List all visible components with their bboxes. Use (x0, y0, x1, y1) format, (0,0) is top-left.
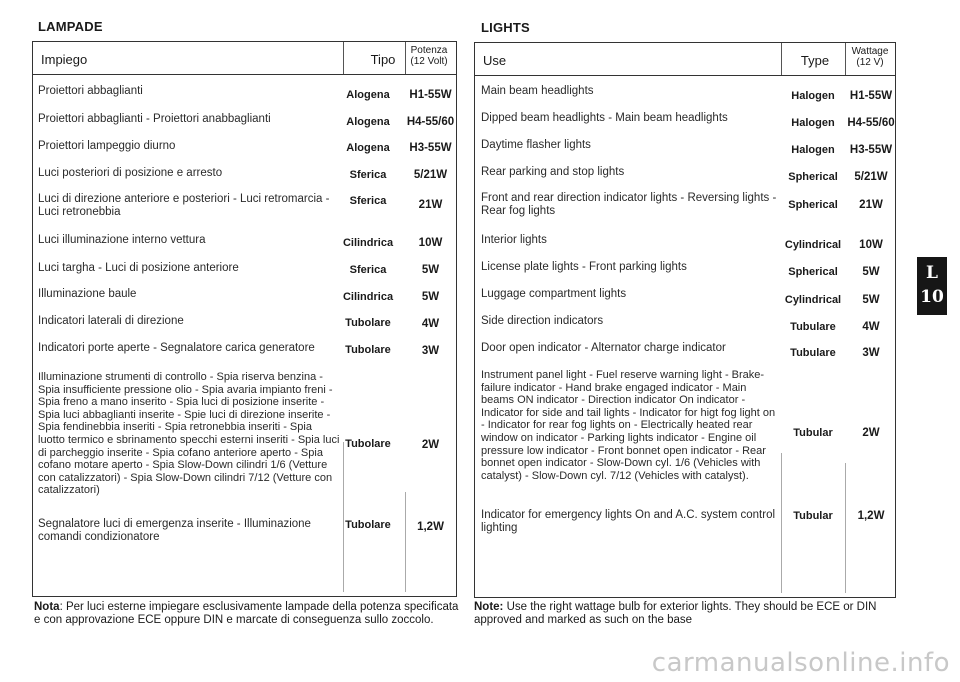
divider (343, 42, 344, 74)
right-row-type: Spherical (788, 171, 838, 183)
left-row-type: Cilindrica (342, 291, 394, 303)
left-row-desc: Luci di direzione anteriore e posteriori - Luci retromarcia - Luci retronebbia (38, 193, 330, 218)
right-row-desc: Main beam headlights (481, 85, 594, 97)
right-col-use: Use (483, 53, 507, 68)
left-row-desc: Luci posteriori di posizione e arresto (38, 167, 223, 179)
right-row-desc: Side direction indicators (481, 315, 604, 327)
right-table-header (475, 43, 895, 76)
left-table-header (33, 42, 456, 75)
right-row-watt: 1,2W (857, 510, 885, 522)
left-col-type: Tipo (370, 52, 396, 67)
left-row-watt: 1,2W (417, 521, 444, 533)
left-row-desc: Proiettori abbaglianti (38, 85, 143, 97)
divider (845, 43, 846, 75)
left-row-watt: H4-55/60 (406, 116, 455, 128)
watermark: carmanualsonline.info (651, 648, 950, 678)
right-table (474, 42, 896, 598)
right-row-watt: 5/21W (854, 171, 888, 183)
left-row-desc: Segnalatore luci di emergenza inserite - Illuminazione comandi condizionatore (38, 518, 311, 543)
right-row-desc: Daytime flasher lights (481, 139, 591, 151)
right-row-desc: Luggage compartment lights (481, 288, 627, 300)
right-note (474, 601, 899, 627)
left-note-label: Nota (34, 601, 60, 613)
left-row-type: Tubolare (345, 344, 391, 356)
left-row-watt: 21W (418, 199, 443, 211)
left-col-watt-unit: (12 Volt) (410, 56, 448, 67)
left-row-watt: H1-55W (409, 89, 452, 101)
right-col-watt-label: Wattage (851, 46, 889, 57)
left-row-desc: Illuminazione strumenti di controllo - Spia riserva benzina - Spia insufficiente pressione olio - Spia avaria impianto freni - Spia freno a mano inserito - Spia luci di posizione inserite - Spia luci abbaglianti inserite - Spie luci di direzione inserite - Spia fendinebbia inseriti - Spia retronebbia inseriti - Spia luotto termico e sbrinamento specchi esterni inseriti - Spia luci di parcheggio inserite - Spia cofano anteriore aperto - Spia cofano motare aperto - Spia Slow-Down cilindri 1/6 (Vetture con catalizzatori) - Spia Slow-Down cilindri 7/12 (Vetture con catalizzatori) (38, 371, 340, 497)
right-row-desc: Instrument panel light - Fuel reserve warning light - Brake-failure indicator - Hand brake engaged indicator - Main beams ON indicator - Direction indicator On indicator - Indicator for side and tail lights - Indicator for higt fog light on - Indicator for rear fog lights on - Electrically heated rear window on indicator - Parking lights indicator - Engine oil pressure low indicator - Front bonnet open indicator - Rear bonnet open indicator - Slow-Down cyl. 1/6 (Vehicles with catalyst) - Slow-Down cyl. 7/12 (Vehicles with catalyst). (481, 369, 776, 482)
left-row-desc: Indicatori porte aperte - Segnalatore carica generatore (38, 342, 315, 354)
right-row-desc: Interior lights (481, 234, 547, 246)
left-row-watt: 4W (421, 318, 440, 330)
right-col-watt (845, 46, 895, 68)
right-row-desc: Dipped beam headlights - Main beam headlights (481, 112, 728, 124)
left-row-type: Tubolare (345, 317, 391, 329)
right-row-desc: Rear parking and stop lights (481, 166, 625, 178)
divider (845, 463, 846, 593)
divider (343, 442, 344, 592)
left-row-type: Cilindrica (342, 237, 394, 249)
right-row-watt: 4W (862, 321, 880, 333)
section-tab-number: 10 (920, 287, 944, 307)
left-row-desc: Proiettori abbaglianti - Proiettori anabbaglianti (38, 113, 271, 125)
right-row-type: Halogen (791, 144, 835, 156)
left-row-type: Alogena (346, 142, 390, 154)
right-row-type: Spherical (788, 199, 838, 211)
right-row-watt: 5W (862, 294, 880, 306)
right-col-type: Type (800, 53, 830, 68)
left-col-watt (403, 45, 455, 67)
left-row-watt: H3-55W (409, 142, 452, 154)
right-row-watt: 3W (862, 347, 880, 359)
left-row-watt: 5/21W (413, 169, 448, 181)
left-row-desc: Indicatori laterali di direzione (38, 315, 184, 327)
right-row-watt: 10W (859, 239, 883, 251)
left-row-watt: 5W (421, 291, 440, 303)
left-table (32, 41, 457, 597)
left-row-type: Sferica (349, 264, 387, 276)
right-col-watt-unit: (12 V) (856, 57, 884, 68)
right-row-desc: Indicator for emergency lights On and A.C. system control lighting (481, 509, 776, 534)
right-heading: LIGHTS (481, 20, 530, 35)
left-heading: LAMPADE (38, 19, 103, 34)
left-row-type: Tubolare (345, 519, 391, 531)
right-row-watt: 5W (862, 266, 880, 278)
right-row-type: Tubulare (790, 321, 836, 333)
section-tab (917, 257, 947, 315)
left-row-type: Sferica (349, 169, 387, 181)
left-row-desc: Luci targha - Luci di posizione anteriore (38, 262, 239, 274)
section-tab-letter: L (926, 263, 938, 283)
right-row-type: Spherical (788, 266, 838, 278)
left-row-watt: 5W (421, 264, 440, 276)
right-row-type: Halogen (791, 90, 835, 102)
right-row-type: Tubulare (790, 347, 836, 359)
divider (405, 492, 406, 592)
left-col-watt-label: Potenza (410, 45, 448, 56)
right-row-watt: H4-55/60 (847, 117, 895, 129)
right-row-type: Halogen (791, 117, 835, 129)
right-row-watt: 21W (859, 199, 883, 211)
left-row-type: Tubolare (345, 438, 391, 450)
right-row-watt: H3-55W (849, 144, 893, 156)
right-row-type: Tubular (793, 510, 833, 522)
left-row-watt: 2W (421, 439, 440, 451)
right-row-type: Cylindrical (784, 239, 842, 251)
right-row-desc: License plate lights - Front parking lights (481, 261, 687, 273)
left-row-desc: Proiettori lampeggio diurno (38, 140, 176, 152)
divider (781, 43, 782, 75)
divider (781, 453, 782, 593)
left-row-watt: 3W (421, 345, 440, 357)
right-row-watt: H1-55W (849, 90, 893, 102)
left-row-type: Alogena (346, 89, 390, 101)
right-note-text: Use the right wattage bulb for exterior lights. They should be ECE or DIN approved and marked as such on the base (474, 601, 877, 626)
left-row-type: Sferica (349, 195, 387, 207)
left-row-desc: Luci illuminazione interno vettura (38, 234, 206, 246)
right-row-type: Cylindrical (784, 294, 842, 306)
right-row-type: Tubular (793, 427, 833, 439)
divider (405, 42, 406, 74)
left-row-type: Alogena (346, 116, 390, 128)
right-row-desc: Front and rear direction indicator lights - Reversing lights - Rear fog lights (481, 192, 777, 217)
left-note-text: : Per luci esterne impiegare esclusivamente lampade della potenza specificata e con approvazione ECE oppure DIN e marcate di conseguenza sullo zoccolo. (34, 601, 459, 626)
left-row-desc: Illuminazione baule (38, 288, 137, 300)
right-row-watt: 2W (862, 427, 880, 439)
left-row-watt: 10W (418, 237, 443, 249)
left-note (34, 601, 459, 627)
right-note-label: Note: (474, 601, 504, 613)
left-col-use: Impiego (41, 52, 88, 67)
right-row-desc: Door open indicator - Alternator charge indicator (481, 342, 726, 354)
